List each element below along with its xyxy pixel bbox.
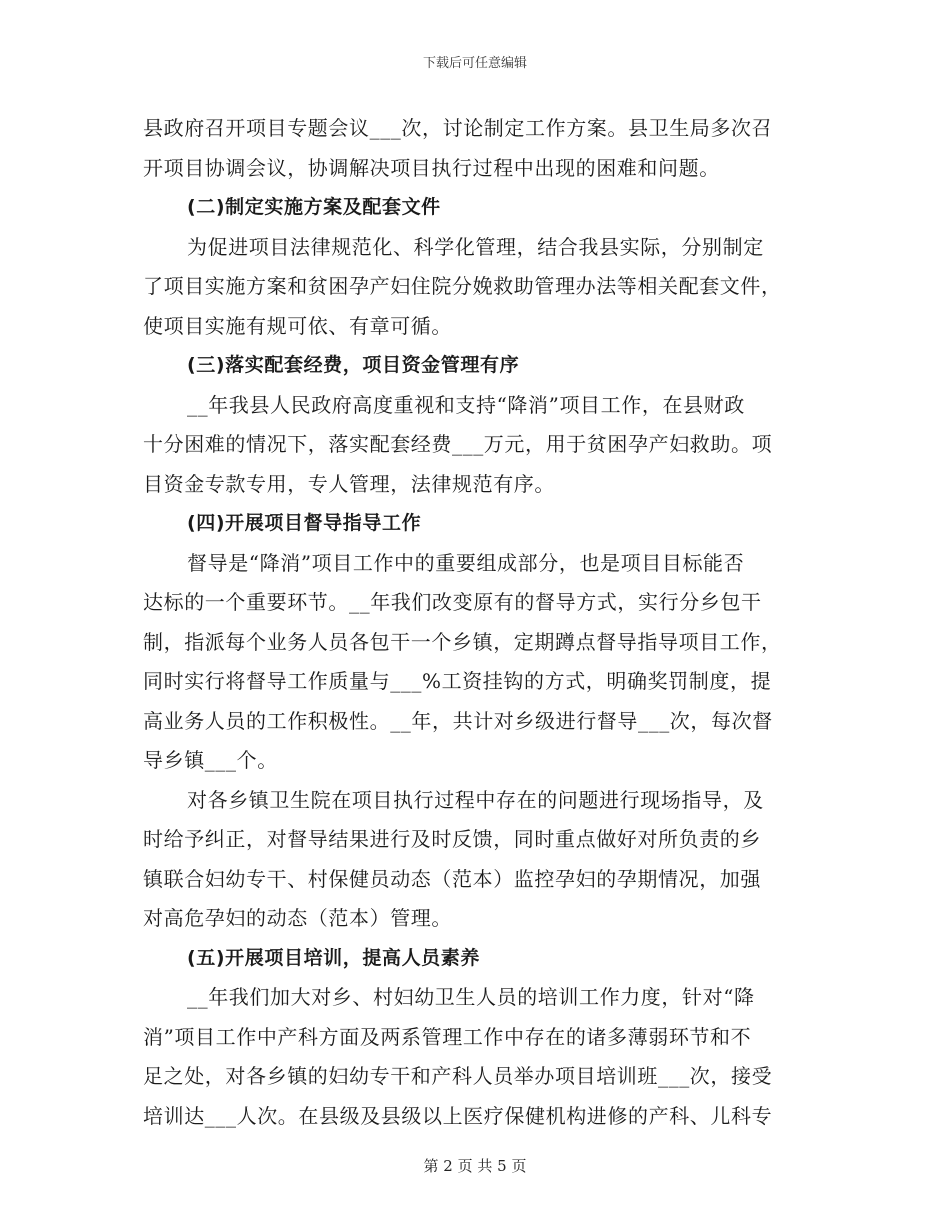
section-heading: (二)制定实施方案及配套文件 xyxy=(187,196,441,218)
text-line: 了项目实施方案和贫困孕产妇住院分娩救助管理办法等相关配套文件， xyxy=(143,274,782,298)
section-heading: (四)开展项目督导指导工作 xyxy=(187,512,422,534)
section-heading: (三)落实配套经费，项目资金管理有序 xyxy=(187,354,520,376)
text-line: 导乡镇___个。 xyxy=(143,748,278,772)
text-line: 足之处，对各乡镇的妇幼专干和产科人员举办项目培训班___次，接受 xyxy=(143,1064,773,1088)
section-heading: (五)开展项目培训，提高人员素养 xyxy=(187,946,480,969)
text-line: 十分困难的情况下，落实配套经费___万元，用于贫困孕产妇救助。项 xyxy=(143,432,773,456)
text-line: 达标的一个重要环节。__年我们改变原有的督导方式，实行分乡包干 xyxy=(143,590,762,614)
text-line: 使项目实施有规可依、有章可循。 xyxy=(143,313,452,338)
document-body xyxy=(143,109,807,1136)
text-line: 为促进项目法律规范化、科学化管理，结合我县实际，分别制定 xyxy=(187,234,764,259)
text-line: __年我县人民政府高度重视和支持“降消”项目工作，在县财政 xyxy=(187,392,745,417)
text-line: 制，指派每个业务人员各包干一个乡镇，定期蹲点督导指导项目工作， xyxy=(143,629,782,654)
text-line: 督导是“降消”项目工作中的重要组成部分，也是项目目标能否 xyxy=(187,550,745,575)
text-line: 县政府召开项目专题会议___次，讨论制定工作方案。县卫生局多次召 xyxy=(143,116,773,140)
text-line: 同时实行将督导工作质量与___%工资挂钩的方式，明确奖罚制度，提 xyxy=(143,669,772,693)
text-line: 时给予纠正，对督导结果进行及时反馈，同时重点做好对所负责的乡 xyxy=(143,827,761,851)
text-line: 对各乡镇卫生院在项目执行过程中存在的问题进行现场指导，及 xyxy=(187,787,764,812)
text-line: 高业务人员的工作积极性。__年，共计对乡级进行督导___次，每次督 xyxy=(143,708,773,733)
text-line: __年我们加大对乡、村妇幼卫生人员的培训工作力度，针对“降 xyxy=(187,985,755,1009)
text-line: 镇联合妇幼专干、村保健员动态（范本）监控孕妇的孕期情况，加强 xyxy=(143,866,761,891)
page-header: 下载后可任意编辑 xyxy=(422,56,527,71)
text-line: 培训达___人次。在县级及县级以上医疗保健机构进修的产科、儿科专 xyxy=(143,1103,773,1128)
text-line: 开项目协调会议，协调解决项目执行过程中出现的困难和问题。 xyxy=(143,155,720,180)
text-line: 对高危孕妇的动态（范本）管理。 xyxy=(143,906,452,930)
text-line: 消”项目工作中产科方面及两系管理工作中存在的诸多薄弱环节和不 xyxy=(143,1024,752,1049)
page-footer: 第 2 页 共 5 页 xyxy=(423,1157,527,1175)
text-line: 目资金专款专用，专人管理，法律规范有序。 xyxy=(143,471,555,496)
